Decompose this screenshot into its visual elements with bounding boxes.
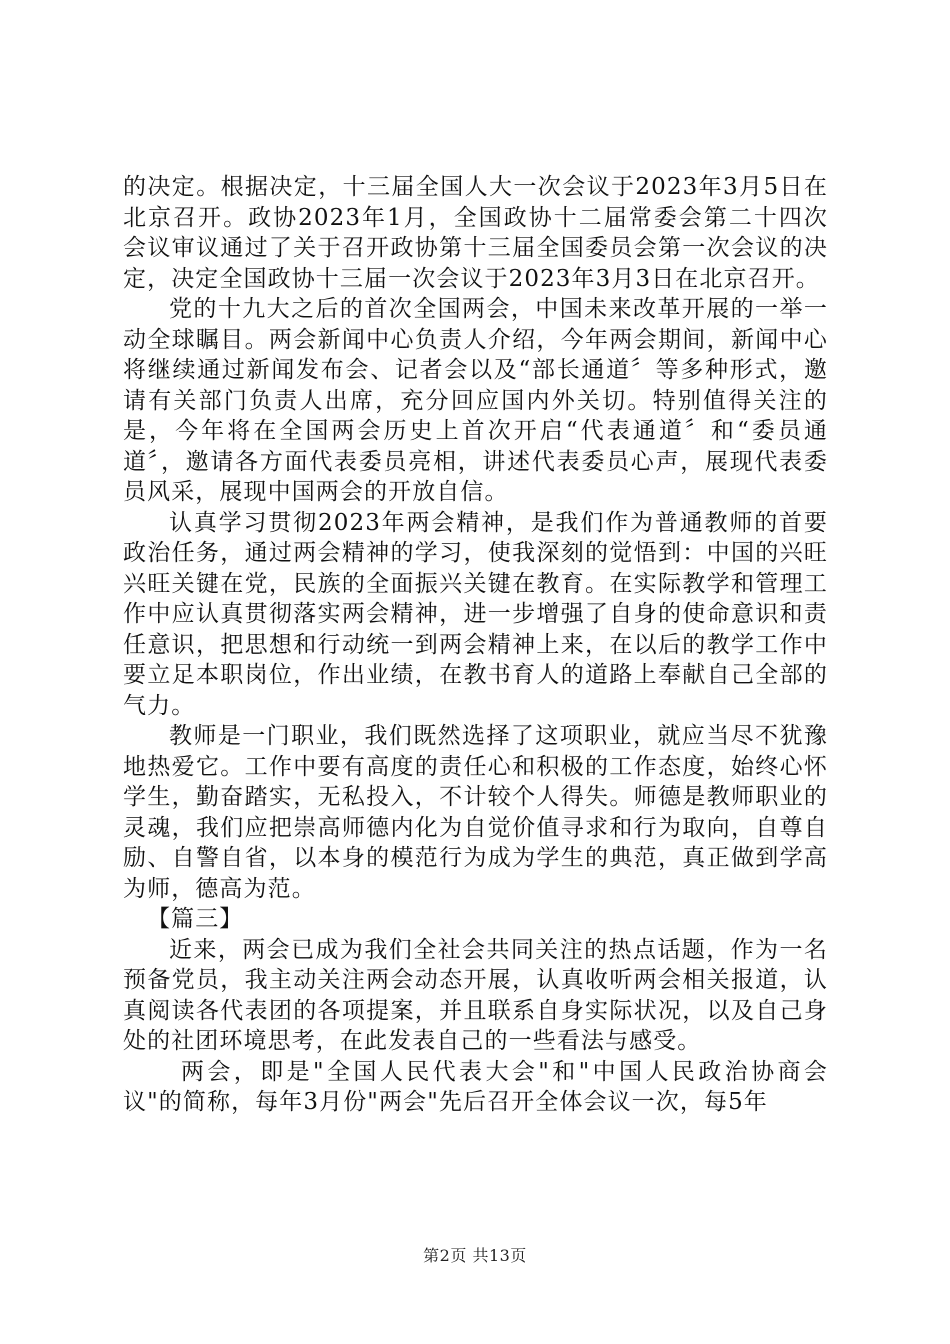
paragraph-teacher-ethics: 教师是一门职业，我们既然选择了这项职业，就应当尽不犹豫地热爱它。工作中要有高度的责任心和积极的工作态度，始终心怀学生，勤奋踏实，无私投入，不计较个人得失。师德是教师职业的灵魂，我们应把崇高师德内化为自觉价值寻求和行为取向，自尊自励、自警自省，以本身的模范行为成为学生的典范，真正做到学高为师，德高为范。 [123, 723, 828, 902]
paragraph-party-member: 近来，两会已成为我们全社会共同关注的热点话题，作为一名预备党员，我主动关注两会动态开展，认真收听两会相关报道，认真阅读各代表团的各项提案，并且联系自身实际状况，以及自己身处的社团环境思考，在此发表自己的一些看法与感受。 [123, 936, 828, 1054]
document-body [123, 172, 828, 1118]
paragraph-two-sessions-attention: 党的十九大之后的首次全国两会，中国未来改革开展的一举一动全球瞩目。两会新闻中心负责人介绍，今年两会期间，新闻中心将继续通过新闻发布会、记者会以及“部长通道〞等多种形式，邀请有关部门负责人出席，充分回应国内外关切。特别值得关注的是，今年将在全国两会历史上首次开启“代表通道〞和“委员通道〞，邀请各方面代表委员亮相，讲述代表委员心声，展现代表委员风采，展现中国两会的开放自信。 [123, 296, 828, 505]
paragraph-continued: 的决定。根据决定，十三届全国人大一次会议于2023年3月5日在北京召开。政协2023年1月，全国政协十二届常委会第二十四次会议审议通过了关于召开政协第十三届全国委员会第一次会议的决定，决定全国政协十三届一次会议于2023年3月3日在北京召开。 [123, 174, 828, 292]
paragraph-study-spirit: 认真学习贯彻2023年两会精神，是我们作为普通教师的首要政治任务，通过两会精神的学习，使我深刻的觉悟到：中国的兴旺兴旺关键在党，民族的全面振兴关键在教育。在实际教学和管理工作中应认真贯彻落实两会精神，进一步增强了自身的使命意识和责任意识，把思想和行动统一到两会精神上来，在以后的教学工作中要立足本职岗位，作出业绩，在教书育人的道路上奉献自己全部的气力。 [123, 509, 828, 719]
paragraph-two-sessions-definition: 两会，即是"全国人民代表大会"和"中国人民政治协商会议"的简称，每年3月份"两会"先后召开全体会议一次，每5年 [123, 1058, 828, 1115]
section-heading: 【篇三】 [147, 906, 244, 932]
page-footer: 第2页 共13页 [423, 1246, 527, 1265]
